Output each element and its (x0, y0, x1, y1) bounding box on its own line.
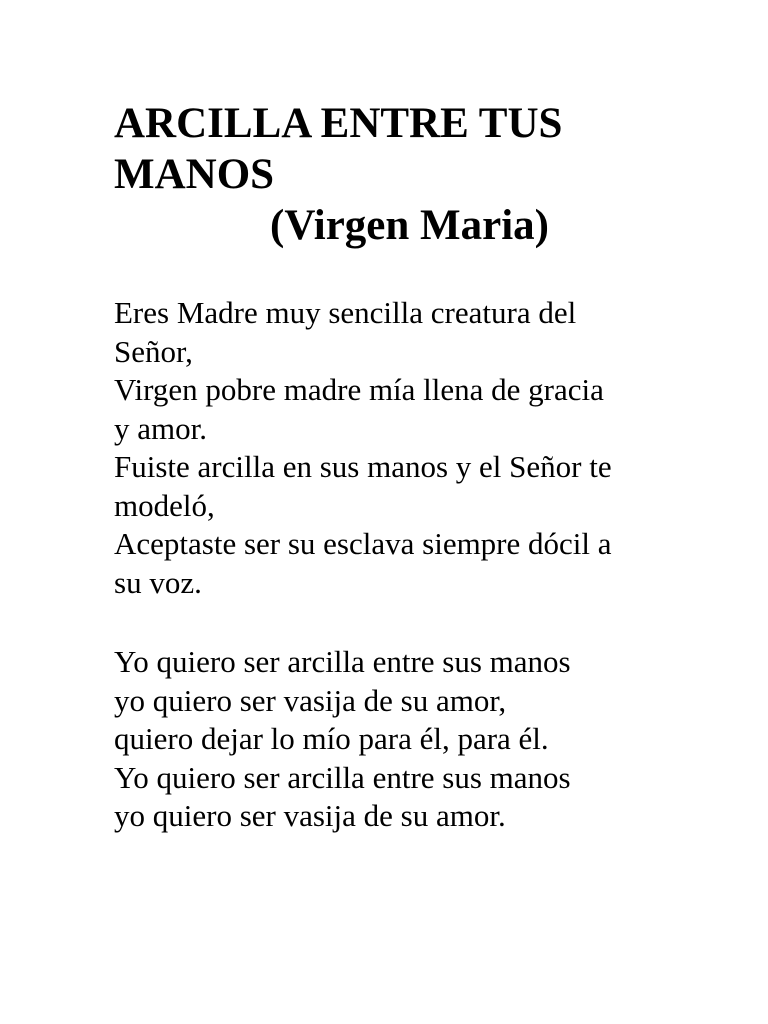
verse-line: modeló, (114, 487, 215, 523)
chorus-line: Yo quiero ser arcilla entre sus manos (114, 759, 571, 795)
verse-line: y amor. (114, 410, 207, 446)
song-title-block (114, 98, 714, 251)
song-title-line-1: ARCILLA ENTRE TUS (114, 100, 563, 147)
song-subtitle: (Virgen Maria) (270, 202, 549, 249)
chorus-line: Yo quiero ser arcilla entre sus manos (114, 644, 571, 679)
verse-line: Aceptaste ser su esclava siempre dócil a (114, 526, 612, 561)
verse-line: su voz. (114, 564, 202, 600)
chorus-stanza (114, 643, 714, 836)
chorus-line: yo quiero ser vasija de su amor, (114, 682, 507, 718)
song-title-line-2: MANOS (114, 151, 275, 198)
chorus-line: quiero dejar lo mío para él, para él. (114, 721, 549, 756)
verse-line: Fuiste arcilla en sus manos y el Señor te (114, 449, 612, 484)
verse-stanza (114, 294, 714, 602)
verse-line: Señor, (114, 333, 193, 369)
chorus-line: yo quiero ser vasija de su amor. (114, 798, 506, 833)
verse-line: Virgen pobre madre mía llena de gracia (114, 372, 604, 407)
verse-line: Eres Madre muy sencilla creatura del (114, 295, 577, 330)
